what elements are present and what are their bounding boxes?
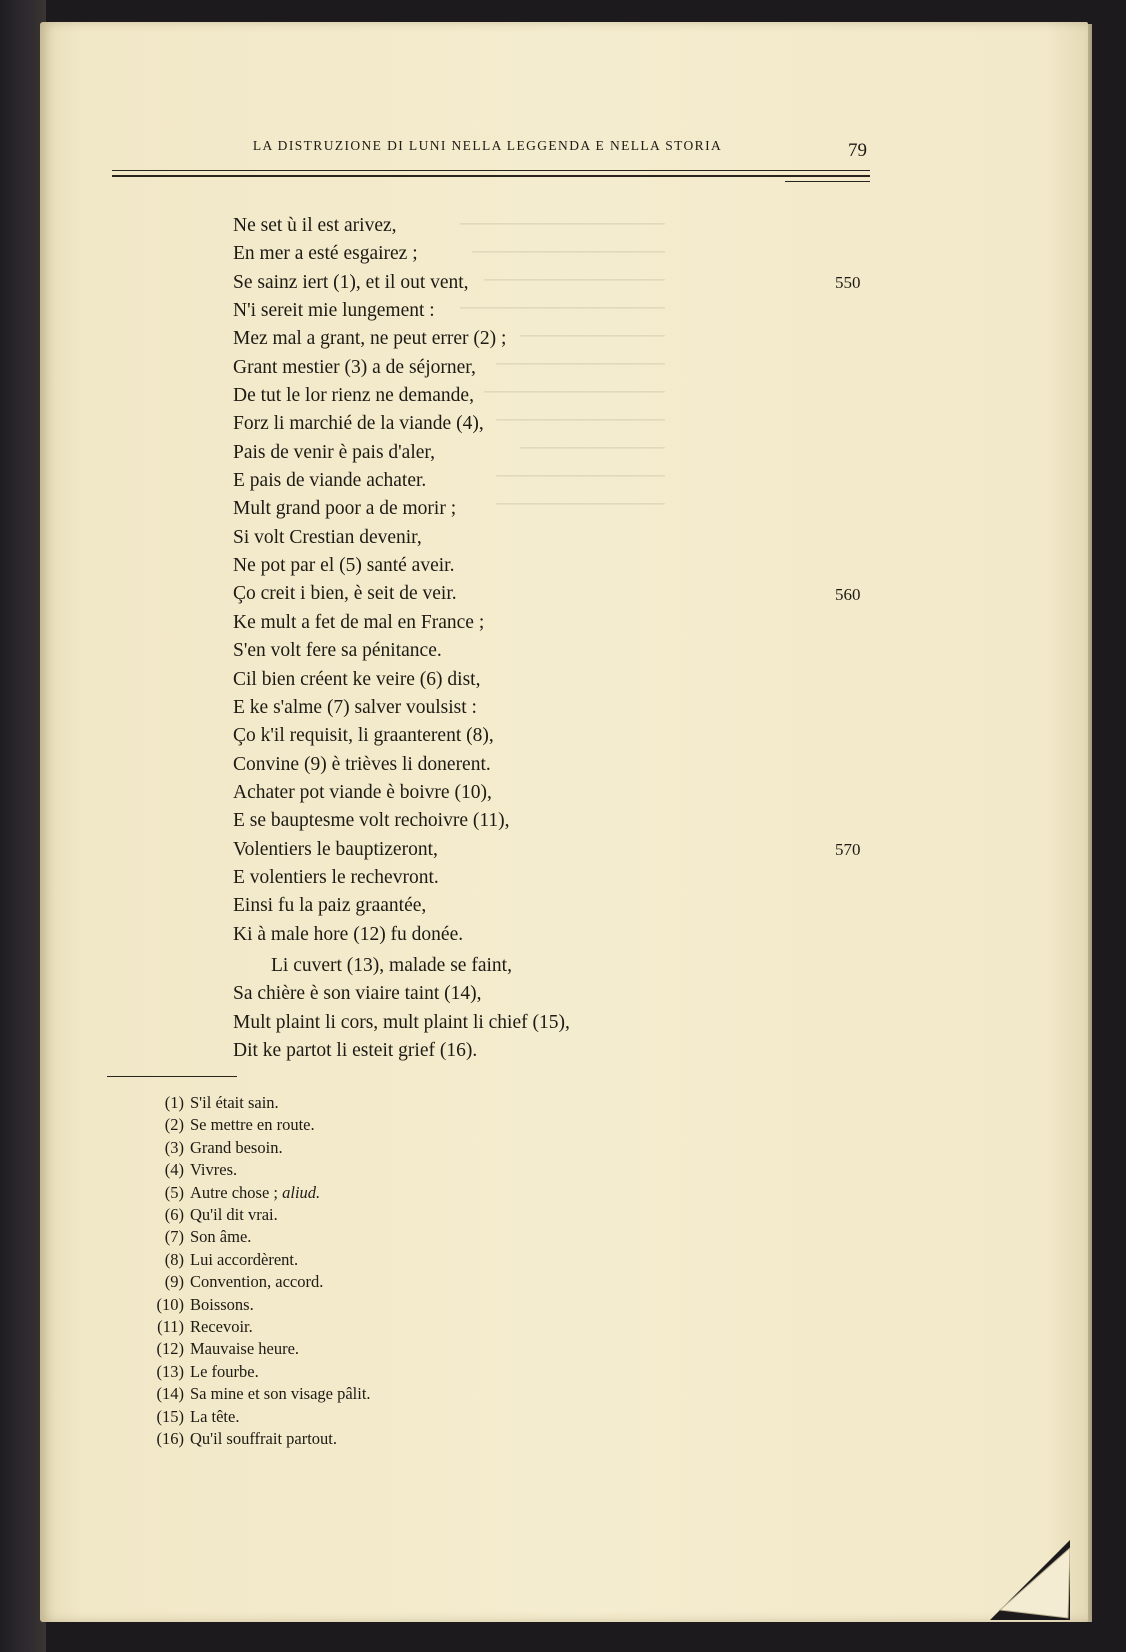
verse-block [233, 212, 570, 1065]
footnote-italic: aliud. [282, 1182, 321, 1202]
footnote-number: (8) [164, 1249, 184, 1269]
verse-line: Volentiers le bauptizeront, [233, 838, 438, 860]
verse-line: N'i sereit mie lungement : [233, 300, 435, 322]
footnote [146, 1114, 371, 1136]
verse-line: S'en volt fere sa pénitance. [233, 640, 442, 662]
footnote-number: (6) [164, 1205, 184, 1225]
footnote-text: Qu'il dit vrai. [190, 1205, 278, 1225]
verse-line: Ço creit i bien, è seit de veir. [233, 583, 457, 605]
header-rule-short [785, 181, 870, 182]
footnote-number: (16) [156, 1429, 184, 1449]
footnote-text: Le fourbe. [190, 1361, 259, 1381]
footnote [146, 1361, 371, 1383]
footnotes [146, 1092, 371, 1451]
footnote-text: Vivres. [190, 1160, 238, 1180]
footnote [146, 1383, 371, 1405]
footnote-text: Boissons. [190, 1294, 254, 1314]
footnote [146, 1137, 371, 1159]
footnote-number: (1) [164, 1093, 184, 1112]
footnote [146, 1271, 371, 1293]
verse-line: Ne set ù il est arivez, [233, 215, 397, 236]
footnote-text: Recevoir. [190, 1317, 253, 1337]
footnote [146, 1428, 371, 1450]
verse-line: Sa chière è son viaire taint (14), [233, 983, 482, 1005]
footnote-text: Qu'il souffrait partout. [190, 1429, 338, 1449]
page-number: 79 [848, 140, 867, 161]
footnote-number: (4) [164, 1160, 184, 1180]
footnote [146, 1338, 371, 1360]
footnote-text: Convention, accord. [190, 1272, 324, 1292]
footnote-number: (3) [164, 1137, 184, 1157]
verse-line-number: 560 [835, 584, 861, 604]
verse-line: Pais de venir è pais d'aler, [233, 441, 435, 463]
verse-line: Cil bien créent ke veire (6) dist, [233, 668, 481, 690]
folded-corner [990, 1540, 1070, 1620]
footnote [146, 1092, 371, 1114]
verse-line: Einsi fu la paiz graantée, [233, 895, 427, 917]
footnote [146, 1316, 371, 1338]
verse-line: Ke mult a fet de mal en France ; [233, 611, 485, 633]
footnote-number: (12) [156, 1339, 184, 1359]
verse-line: E se bauptesme volt rechoivre (11), [233, 810, 510, 832]
footnote [146, 1159, 371, 1181]
footnote-number: (7) [164, 1227, 184, 1247]
footnote [146, 1226, 371, 1248]
footnote-text: Sa mine et son visage pâlit. [190, 1384, 371, 1404]
verse-line: En mer a esté esgairez ; [233, 243, 418, 265]
footnote-text: S'il était sain. [190, 1093, 279, 1112]
footnote-text: Mauvaise heure. [190, 1339, 300, 1359]
footnote [146, 1204, 371, 1226]
footnote-text: Grand besoin. [190, 1137, 283, 1157]
footnote-number: (2) [164, 1115, 184, 1135]
verse-line: Dit ke partot li esteit grief (16). [233, 1039, 478, 1061]
footnote-text: Lui accordèrent. [190, 1249, 299, 1269]
footnote [146, 1406, 371, 1428]
running-head: LA DISTRUZIONE DI LUNI NELLA LEGGENDA E NELLA STORIA [252, 138, 723, 153]
footnote-number: (15) [156, 1406, 184, 1426]
verse-line: Convine (9) è trièves li donerent. [233, 753, 491, 775]
footnote-number: (13) [156, 1361, 184, 1381]
footnote-number: (11) [157, 1317, 184, 1337]
header-rule-thick [112, 175, 870, 177]
verse-line: Mult plaint li cors, mult plaint li chief (15), [233, 1011, 570, 1033]
verse-line: Ne pot par el (5) santé aveir. [233, 555, 455, 577]
footnote-number: (9) [164, 1272, 184, 1292]
verse-line: Li cuvert (13), malade se faint, [271, 954, 512, 976]
footnote [146, 1182, 371, 1204]
footnote [146, 1249, 371, 1271]
verse-line: E ke s'alme (7) salver voulsist : [233, 696, 477, 718]
verse-line: Mult grand poor a de morir ; [233, 498, 457, 520]
verse-line: Achater pot viande è boivre (10), [233, 781, 492, 803]
verse-line: Ço k'il requisit, li graanterent (8), [233, 725, 494, 747]
verse-line: Ki à male hore (12) fu donée. [233, 923, 464, 945]
show-through-text: ───────────────── ──────────────── ─────────────── ───────────────── ──────────── ────────────── ─────────────── ────────────── ──────────── ────────────── ────────────── [460, 214, 665, 513]
footnote-text: La tête. [190, 1406, 240, 1426]
verse-line: Forz li marchié de la viande (4), [233, 413, 484, 435]
verse-line-number: 570 [835, 839, 861, 859]
footnote-text: Son âme. [190, 1227, 252, 1247]
footnote-text: Se mettre en route. [190, 1115, 315, 1135]
footnote [146, 1294, 371, 1316]
verse-line: Mez mal a grant, ne peut errer (2) ; [233, 328, 507, 350]
verse-line: Si volt Crestian devenir, [233, 526, 422, 548]
verse-line: E volentiers le rechevront. [233, 866, 439, 888]
header-rule [112, 170, 870, 171]
footnote-number: (10) [156, 1294, 184, 1314]
verse-line: De tut le lor rienz ne demande, [233, 385, 474, 407]
footnote-text: Autre chose ; aliud. [190, 1182, 321, 1202]
footnote-number: (5) [164, 1182, 184, 1202]
footnote-rule [107, 1076, 237, 1077]
verse-line: E pais de viande achater. [233, 470, 427, 492]
footnote-number: (14) [156, 1384, 184, 1404]
verse-line: Grant mestier (3) a de séjorner, [233, 356, 476, 378]
verse-line: Se sainz iert (1), et il out vent, [233, 271, 469, 293]
verse-line-number: 550 [835, 272, 861, 292]
